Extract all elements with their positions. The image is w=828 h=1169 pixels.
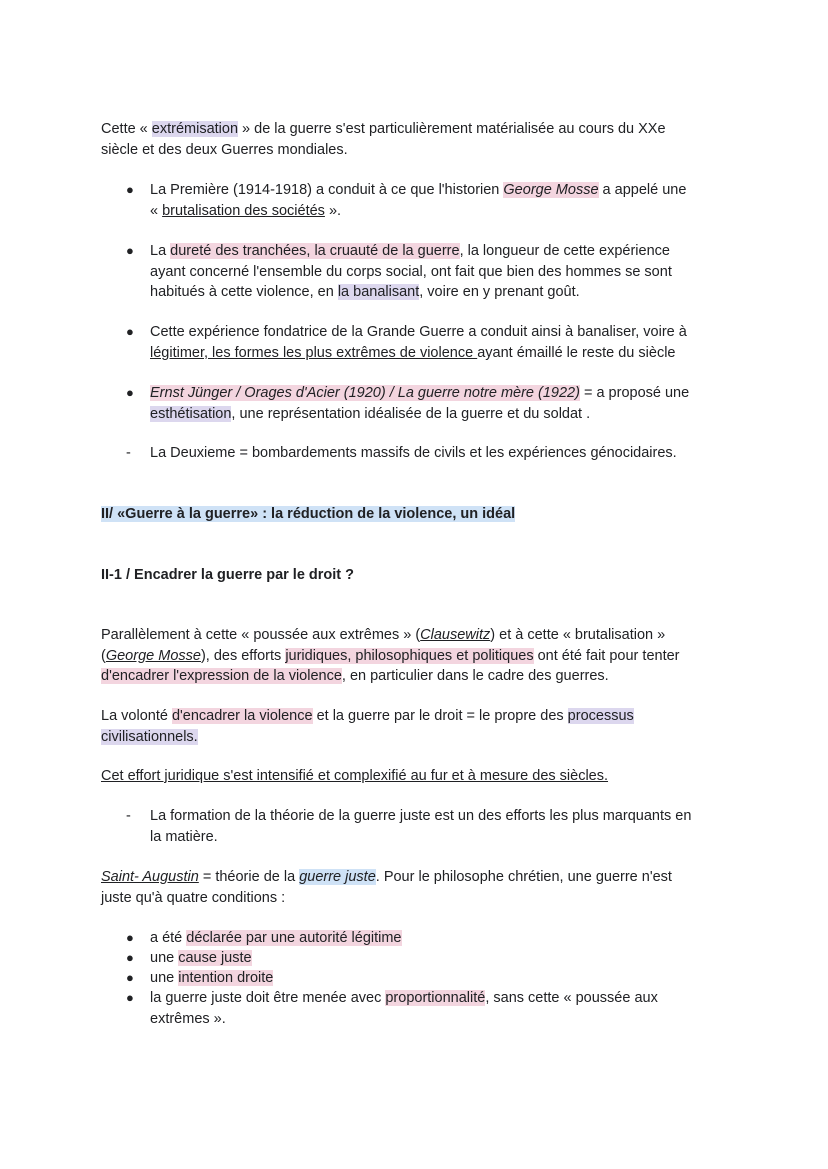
text-run: a été: [150, 930, 187, 946]
text-run: , voire en y prenant goût.: [419, 284, 580, 300]
highlight-junger: Ernst Jünger / Orages d'Acier (1920) / La guerre notre mère (1922): [150, 385, 580, 401]
list-item-deuxieme: [150, 443, 730, 464]
list-item-condition-proportionnalite: [150, 988, 730, 1029]
highlight-extremisation: extrémisation: [151, 121, 239, 137]
section-heading: [101, 504, 731, 525]
text-run: une: [150, 970, 179, 986]
underlined-effort-juridique: Cet effort juridique s'est intensifié et complexifié au fur et à mesure des siècles.: [101, 768, 609, 784]
dash-marker: -: [126, 808, 131, 824]
text-run: ), des efforts: [200, 647, 286, 664]
bullet-icon: ●: [126, 324, 134, 339]
bullet-icon: ●: [126, 243, 134, 258]
highlight-proportionnalite: proportionnalité: [385, 990, 486, 1006]
text-run: = théorie de la: [198, 869, 300, 885]
bullet-icon: ●: [126, 930, 134, 945]
bullet-icon: ●: [126, 990, 134, 1005]
bullet-icon: ●: [126, 950, 134, 965]
highlight-processus: processus: [567, 708, 634, 724]
text-run: La formation de la théorie de la guerre juste est un des efforts les plus marquants en: [150, 808, 692, 824]
text-run: » de la guerre s'est particulièrement matérialisée au cours du XXe: [238, 121, 666, 137]
text-run: Cette expérience fondatrice de la Grande Guerre a conduit ainsi à banaliser, voire à: [150, 324, 687, 340]
text-run: La Deuxieme = bombardements massifs de civils et les expériences génocidaires.: [150, 445, 677, 461]
text-run: ayant concerné l'ensemble du corps social, ont fait que bien des hommes se sont: [150, 263, 672, 280]
text-run: et la guerre par le droit = le propre des: [312, 708, 568, 724]
bullet-icon: ●: [126, 182, 134, 197]
underlined-legitimer: légitimer, les formes les plus extrêmes de violence: [150, 344, 478, 361]
underlined-clausewitz: Clausewitz: [420, 627, 491, 643]
text-run: ) et à cette « brutalisation »: [490, 627, 666, 643]
highlight-guerre-juste: guerre juste: [299, 869, 376, 885]
text-run: Cette «: [101, 121, 152, 137]
list-item-experience: [150, 322, 730, 363]
text-run: une: [150, 950, 179, 966]
underlined-brutalisation: brutalisation des sociétés: [162, 202, 325, 219]
highlight-cause-juste: cause juste: [178, 950, 252, 966]
paragraph-effort: [101, 766, 731, 787]
text-run: a appelé une: [598, 182, 687, 198]
text-run: = a proposé une: [579, 385, 690, 401]
text-run: La volonté: [101, 708, 172, 724]
heading-text: II-1 / Encadrer la guerre par le droit ?: [101, 567, 355, 583]
text-run: La: [150, 243, 171, 259]
paragraph-paralellement: [101, 625, 731, 687]
list-item-formation: [150, 806, 730, 847]
highlight-encadrer-violence: d'encadrer la violence: [171, 708, 313, 724]
list-item-premiere: [150, 180, 730, 221]
text-run: siècle et des deux Guerres mondiales.: [101, 141, 348, 158]
paragraph-augustin: [101, 867, 731, 908]
bullet-icon: ●: [126, 970, 134, 985]
highlight-encadrer-expression: d'encadrer l'expression de la violence: [101, 668, 342, 684]
paragraph-volonte: [101, 706, 731, 747]
heading-text: II/ «Guerre à la guerre» : la réduction de la violence, un idéal: [101, 506, 516, 522]
text-run: , en particulier dans le cadre des guerres.: [341, 668, 609, 684]
text-run: la matière.: [150, 828, 218, 845]
list-item-junger: [150, 383, 730, 424]
highlight-intention: intention droite: [178, 970, 274, 986]
text-run: , la longueur de cette expérience: [459, 243, 670, 259]
text-run: habitués à cette violence, en: [150, 284, 338, 300]
intro-paragraph: [101, 119, 731, 160]
text-run: ».: [324, 202, 342, 219]
text-run: juste qu'à quatre conditions :: [101, 889, 286, 906]
text-run: Parallèlement à cette « poussée aux extrêmes » (: [101, 627, 421, 643]
text-run: . Pour le philosophe chrétien, une guerre n'est: [375, 869, 672, 885]
dash-marker: -: [126, 445, 131, 461]
text-run: , sans cette « poussée aux: [485, 990, 658, 1006]
text-run: la guerre juste doit être menée avec: [150, 990, 386, 1006]
highlight-civilisationnels: civilisationnels.: [101, 728, 198, 745]
highlight-esthetisation: esthétisation: [150, 405, 232, 422]
highlight-autorite: déclarée par une autorité légitime: [186, 930, 402, 946]
text-run: , une représentation idéalisée de la guerre et du soldat .: [231, 405, 591, 422]
text-run: «: [150, 202, 163, 219]
text-run: ont été fait pour tenter: [533, 647, 680, 664]
subsection-heading: [101, 565, 731, 586]
text-run: extrêmes ».: [150, 1010, 226, 1027]
list-item-durete: [150, 241, 730, 303]
list-item-condition-cause: [150, 948, 730, 969]
text-run: ayant émaillé le reste du siècle: [477, 344, 676, 361]
text-run: La Première (1914-1918) a conduit à ce que l'historien: [150, 182, 504, 198]
highlight-durete: dureté des tranchées, la cruauté de la guerre: [170, 243, 460, 259]
list-item-condition-autorite: [150, 928, 730, 949]
highlight-banalisant: la banalisant: [337, 284, 420, 300]
underlined-saint-augustin: Saint- Augustin: [101, 869, 199, 885]
highlight-juridiques: juridiques, philosophiques et politiques: [285, 647, 534, 664]
bullet-icon: ●: [126, 385, 134, 400]
list-item-condition-intention: [150, 968, 730, 989]
underlined-george-mosse: George Mosse: [105, 647, 201, 664]
text-run: (: [101, 647, 106, 664]
highlight-george-mosse: George Mosse: [503, 182, 599, 198]
